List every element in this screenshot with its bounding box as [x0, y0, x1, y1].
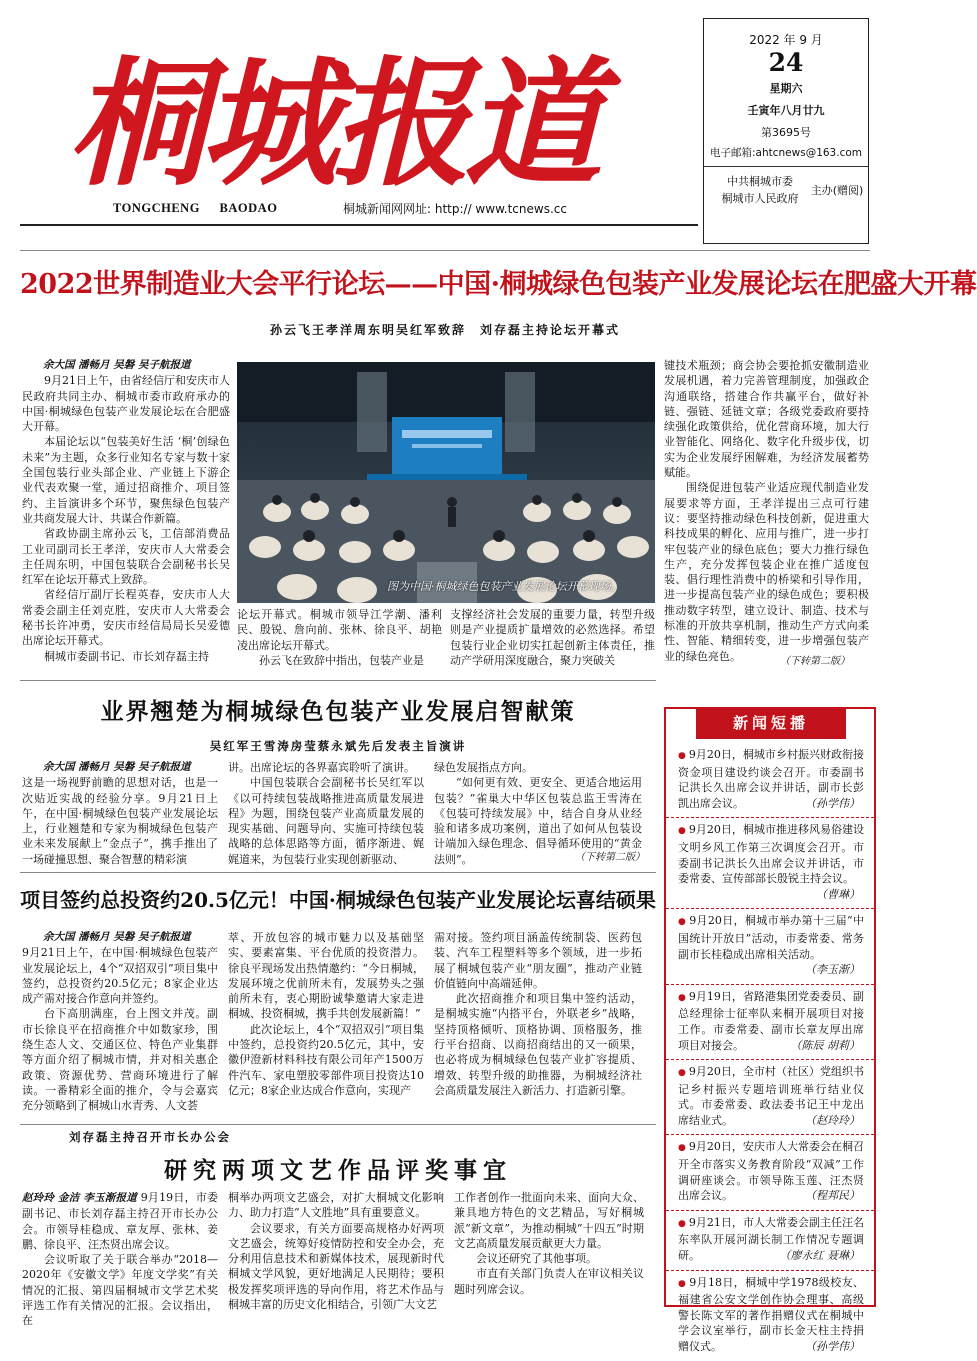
lead-c4-p1: 键技术瓶颈；商会协会要抢抓安徽制造业发展机遇，着力完善管理制度，加强政企沟通联络，搭建合作共赢平台，做好补链、强链、延链文章；各级党委政府要持续强化政策供给，优化营商环境，加大行业智能化、网络化、数字化升级步伐，切实为企业发展纾困解难，为经济发展蓄势赋能。	[664, 359, 869, 480]
masthead-title: 桐城报道	[68, 42, 597, 205]
article2-subhead: 吴红军王雪涛房莹蔡永斌先后发表主旨演讲	[209, 739, 467, 753]
sponsor-role: 主办(赠阅)	[810, 184, 864, 197]
lead-subhead: 孙云飞王孝洋周东明吴红军致辞 刘存磊主持论坛开幕式	[269, 323, 620, 337]
lead-p3: 省政协副主席孙云飞，工信部消费品工业司副司长王孝洋，安庆市人大常委会主任周东明，中国包装联合会副秘书长吴红军在论坛开幕式上致辞。	[22, 527, 230, 587]
article3-byline: 余大国 潘畅月 吴磐 吴子航报道	[43, 931, 191, 943]
lead-p5: 桐城市委副书记、市长刘存磊主持	[44, 649, 209, 663]
lead-c2-p1: 论坛开幕式。桐城市领导江学潮、潘利民、殷锐、詹向前、张林、徐良平、胡艳凌出席论坛开幕式。	[237, 608, 442, 652]
article2-p2: 讲。出席论坛的各界嘉宾聆听了演讲。	[228, 761, 415, 774]
divider	[20, 872, 656, 873]
lead-p4: 省经信厅副厅长程英春，安庆市人大常委会副主任刘克胜，安庆市人大常委会秘书长许冲勇，安庆市经信局局长吴爱德出席论坛开幕式。	[22, 588, 230, 648]
briefs-list	[666, 743, 874, 1361]
article4-headline: 研究两项文艺作品评奖事宜	[164, 1157, 512, 1184]
article2-headline: 业界翘楚为桐城绿色包装产业发展启智献策	[100, 698, 576, 725]
brief-source: （廖永红 聂琳）	[779, 1249, 860, 1263]
bullet-icon: ●	[678, 917, 687, 928]
article3-p6: 此次招商推介和项目集中签约活动，是桐城实施“内搭平台，外联老乡”战略，坚持顶格倾听、顶格协调、顶格服务，推行平台招商、以商招商结出的又一硕果，也必将成为桐城绿色包装产业扩容提质、增效、转型升级的助推器，为桐城经济社会高质量发展注入新活力、打造新引擎。	[434, 992, 642, 1097]
divider	[20, 250, 870, 251]
article2-col2	[228, 760, 424, 868]
lead-p2: 本届论坛以“包装美好生活 ‘桐’创绿色未来”为主题，众多行业知名专家与数十家全国包装行业头部企业、产业链上下游企业代表欢聚一堂，通过招商推介、项目签约、主旨演讲多个环节，聚焦绿色包装产业共商发展大计、共谋合作新篇。	[22, 435, 230, 525]
lead-p1: 9月21日上午，由省经信厅和安庆市人民政府共同主办、桐城市委市政府承办的中国·桐城绿色包装产业发展论坛在合肥盛大开幕。	[22, 374, 230, 434]
sponsor	[704, 167, 868, 207]
brief-text: 9月19日，省路港集团党委委员、副总经理徐士征率队来桐开展项目对接工作。市委常委、副市长章友厚出席项目对接会。	[678, 989, 865, 1052]
website: 桐城新闻网网址: http:// www.tcnews.cc	[343, 202, 567, 216]
brief-item	[666, 1211, 874, 1271]
news-briefs	[664, 707, 876, 1353]
brief-text: 9月20日，安庆市人大常委会在桐召开全市落实义务教育阶段“双减”工作调研座谈会。市领导陈玉莲、汪杰贤出席会议。	[678, 1140, 865, 1203]
bullet-icon: ●	[678, 1218, 686, 1229]
article4-col1	[22, 1190, 219, 1328]
bullet-icon: ●	[678, 1143, 686, 1154]
brief-text: 9月20日，桐城市乡村振兴财政衔接资金项目建设约谈会召开。市委副书记洪长久出席会议并讲话，副市长彭凯出席会议。	[678, 748, 865, 810]
brief-item	[666, 1271, 874, 1361]
article4-p1: 9月19日，市委副书记、市长刘存磊主持召开市长办公会。市领导桂稳成、章友厚、张林、姜鹏、徐良平、汪杰贤出席会议。	[22, 1191, 219, 1251]
brief-source: （孙学伟）	[805, 1340, 860, 1353]
lead-c4-p2: 围绕促进包装产业适应现代制造业发展要求等方面，王孝洋提出三点可行建议：要坚持推动绿色科技创新，促进重大科技成果的孵化、应用与推广，进一步打牢包装产业的绿色底色；要大力推行绿色生产，充分发挥包装企业在推广适度包装、倡行理性消费中的桥梁和引导作用，进一步提高包装产业的绿色成色；要积极推动数字转型，建立设计、制造、技术与标准的开放共享机制，推动生产方式向柔性、智能、精细转变，进一步增强包装产业的绿色亮色。	[664, 481, 869, 663]
bullet-icon: ●	[678, 1278, 687, 1289]
article3-p2: 台下高朋满座，台上图文并茂。副市长徐良平在招商推介中如数家珍，围绕生态人文、交通区位、特色产业集群等方面介绍了桐城市情，并对相关惠企政策、资源优势、营商环境进行了解读。一番精彩全面的推介，令与会嘉宾充分领略到了桐城山水青秀、人文荟	[22, 1007, 218, 1113]
article4-p6: 会议还研究了其他事项。	[476, 1252, 597, 1266]
bullet-icon: ●	[678, 992, 686, 1003]
brief-text: 9月20日，桐城市举办第十三届“中国统计开放日”活动，市委常委、常务副市长桂稳成出席相关活动。	[678, 914, 864, 961]
article2-continued: （下转第二版）	[575, 852, 645, 863]
brief-text: 9月18日，桐城中学1978级校友、福建省公安文学创作协会理事、高级警长陈文军的著作捐赠仪式在桐城中学会议室举行，副市长金天柱主持捐赠仪式。	[678, 1275, 864, 1353]
briefs-title: 新闻短播	[696, 707, 846, 739]
article4-p5: 工作者创作一批面向未来、面向大众、兼具地方特色的文艺精品，写好桐城派“新文章”，为推动桐城“十四五”时期文艺高质量发展贡献更大力量。	[454, 1191, 644, 1250]
article4-p3: 桐举办两项文艺盛会，对扩大桐城文化影响力、助力打造“人文胜地”具有重要意义。	[228, 1191, 444, 1220]
article3-p1: 9月21日上午，在中国·桐城绿色包装产业发展论坛上，4个“双招双引”项目集中签约，总投资约20.5亿元；8家企业达成产需对接合作意向并签约。	[22, 946, 218, 1006]
article4-p2: 会议听取了关于联合举办“2018—2020年《安徽文学》年度文学奖”有关情况的汇报、第四届桐城市文学艺术奖评选工作有关情况的汇报。会议指出，在	[22, 1253, 218, 1328]
brief-source: （孙学伟）	[805, 796, 860, 810]
masthead-calligraphy	[60, 12, 620, 205]
lead-byline: 余大国 潘畅月 吴磐 吴子航报道	[43, 359, 191, 371]
issue-email: 电子邮箱:ahtcnews@163.com	[710, 147, 862, 159]
article3-p3: 萃、开放包容的城市魅力以及基础坚实、要素富集、平台优质的投资潜力。徐良平现场发出热情邀约：“今日桐城，发展环境之优前所未有，发展势头之强前所未有，衷心期盼诚挚邀请大家走进桐城、投资桐城，携手共创发展新篇！”	[228, 931, 424, 1021]
brief-text: 9月21日，市人大常委会副主任汪名东率队开展河湖长制工作情况专题调研。	[678, 1215, 865, 1263]
bullet-icon: ●	[678, 1068, 686, 1079]
sponsor-2: 桐城市人民政府	[721, 192, 799, 205]
article3-p4: 此次论坛上，4个“双招双引”项目集中签约，总投资约20.5亿元，其中，安徽伊澄新材料科技有限公司年产1500万件汽车、家电塑胶零部件项目投资达10亿元；8家企业达成合作意向，实现产	[228, 1022, 424, 1097]
masthead-rule	[20, 224, 698, 226]
divider	[20, 680, 656, 681]
bullet-icon: ●	[678, 751, 686, 761]
masthead-logo	[60, 12, 620, 205]
brief-source: （陈辰 胡莉）	[790, 1038, 860, 1052]
brief-source: （赵玲玲）	[805, 1113, 860, 1127]
pinyin-1: TONGCHENG	[113, 201, 200, 215]
sponsor-1: 中共桐城市委	[727, 175, 793, 188]
lead-col2	[237, 607, 442, 672]
article4-byline: 赵玲玲 金洁 李玉渐报道	[22, 1192, 137, 1204]
issue-day: 24	[768, 48, 804, 77]
bullet-icon: ●	[678, 826, 686, 837]
forum-photo-image	[237, 362, 655, 603]
brief-item	[666, 818, 874, 909]
photo-caption: 图为中国·桐城绿色包装产业发展论坛开幕现场。	[387, 580, 622, 593]
brief-text: 9月20日，全市村（社区）党组织书记乡村振兴专题培训班举行结业仪式。市委常委、政法委书记王中龙出席结业式。	[678, 1065, 865, 1127]
article2-p5: “如何更有效、更安全、更适合地运用包装？”雀巢大中华区包装总监王雪涛在《包装可持续发展》中，结合自身从业经验和诸多成功案例，道出了如何从包装设计端加入绿色理念、倡导循环使用的“黄金法则”。	[434, 776, 642, 866]
article2-byline: 余大国 潘畅月 吴磐 吴子航报道	[43, 761, 191, 773]
lead-c3-p1: 支撑经济社会发展的重要力量，转型升级则是产业提质扩量增效的必然选择。希望包装行业企业切实扛起创新主体责任，推动产学研用深度融合，聚力突破关	[450, 608, 655, 667]
brief-source: （曹琳）	[816, 887, 860, 901]
lead-c2-p2: 孙云飞在致辞中指出，包装产业是	[259, 653, 424, 667]
lead-col3	[450, 607, 655, 672]
article2-p1: 这是一场视野前瞻的思想对话，也是一次贴近实战的经验分享。9月21日上午，在中国·桐城绿色包装产业发展论坛上，行业翘楚和专家为桐城绿色包装产业未来发展献上“金点子”，携手推出了一场碰撞思想、聚合智慧的精彩演	[22, 776, 218, 866]
brief-item	[666, 743, 874, 818]
article3-col1	[22, 930, 218, 1122]
article4-col2	[228, 1190, 444, 1315]
issue-weekday: 星期六	[769, 82, 803, 95]
brief-item	[666, 1060, 874, 1135]
article2-col1	[22, 760, 218, 868]
article4-col3	[454, 1190, 644, 1315]
issue-year-month: 2022 年 9 月	[749, 33, 823, 47]
article4-p7: 市直有关部门负责人在审议相关议题时列席会议。	[454, 1267, 644, 1296]
article2-p4: 绿色发展指点方向。	[434, 761, 533, 774]
brief-item	[666, 1135, 874, 1210]
divider	[20, 1124, 656, 1125]
article2-p3: 中国包装联合会副秘书长吴红军以《以可持续包装战略推进高质量发展进程》为题，围绕包装产业高质量发展的现实基础、问题导向、实施可持续包装战略的总体思路等方面，循序渐进、娓娓道来，为包装行业实现创新驱动、	[228, 776, 424, 866]
masthead-pinyin	[113, 201, 277, 216]
article4-p4: 会议要求，有关方面要高规格办好两项文艺盛会，统筹好疫情防控和安全办会，充分利用信息技术和新媒体技术，展现新时代桐城文学风貌，更好地满足人民期待；要积极发挥奖项评选的导向作用，将艺术作品与桐城丰富的历史文化相结合，引领广大文艺	[228, 1221, 444, 1312]
brief-source: （程邦民）	[805, 1189, 860, 1203]
forum-photo	[237, 362, 655, 603]
issue-number: 第3695号	[761, 126, 811, 139]
issue-info-box	[703, 18, 869, 244]
brief-source: （李玉渐）	[805, 963, 860, 977]
article3-col3	[434, 930, 642, 1122]
article4-kicker: 刘存磊主持召开市长办公会	[69, 1130, 231, 1144]
lead-continued: （下转第二版）	[780, 656, 850, 667]
article3-headline: 项目签约总投资约20.5亿元！中国·桐城绿色包装产业发展论坛喜结硕果	[20, 888, 656, 912]
lead-col1	[22, 358, 230, 673]
brief-item	[666, 909, 874, 984]
pinyin-2: BAODAO	[219, 201, 278, 215]
brief-item	[666, 985, 874, 1060]
article3-p5: 需对接。签约项目涵盖传统制袋、医药包装、汽车工程塑料等多个领域，进一步拓展了桐城包装产业“朋友圈”，推动产业链价值链向中高端延伸。	[434, 931, 642, 990]
article3-col2	[228, 930, 424, 1122]
brief-text: 9月20日，桐城市推进移风易俗建设文明乡风工作第三次调度会召开。市委副书记洪长久出席会议并讲话，市委常委、宣传部部长殷锐主持会议。	[678, 823, 865, 886]
lead-headline: 2022世界制造业大会平行论坛——中国·桐城绿色包装产业发展论坛在肥盛大开幕	[20, 269, 977, 300]
issue-lunar: 壬寅年八月廿九	[747, 104, 825, 117]
